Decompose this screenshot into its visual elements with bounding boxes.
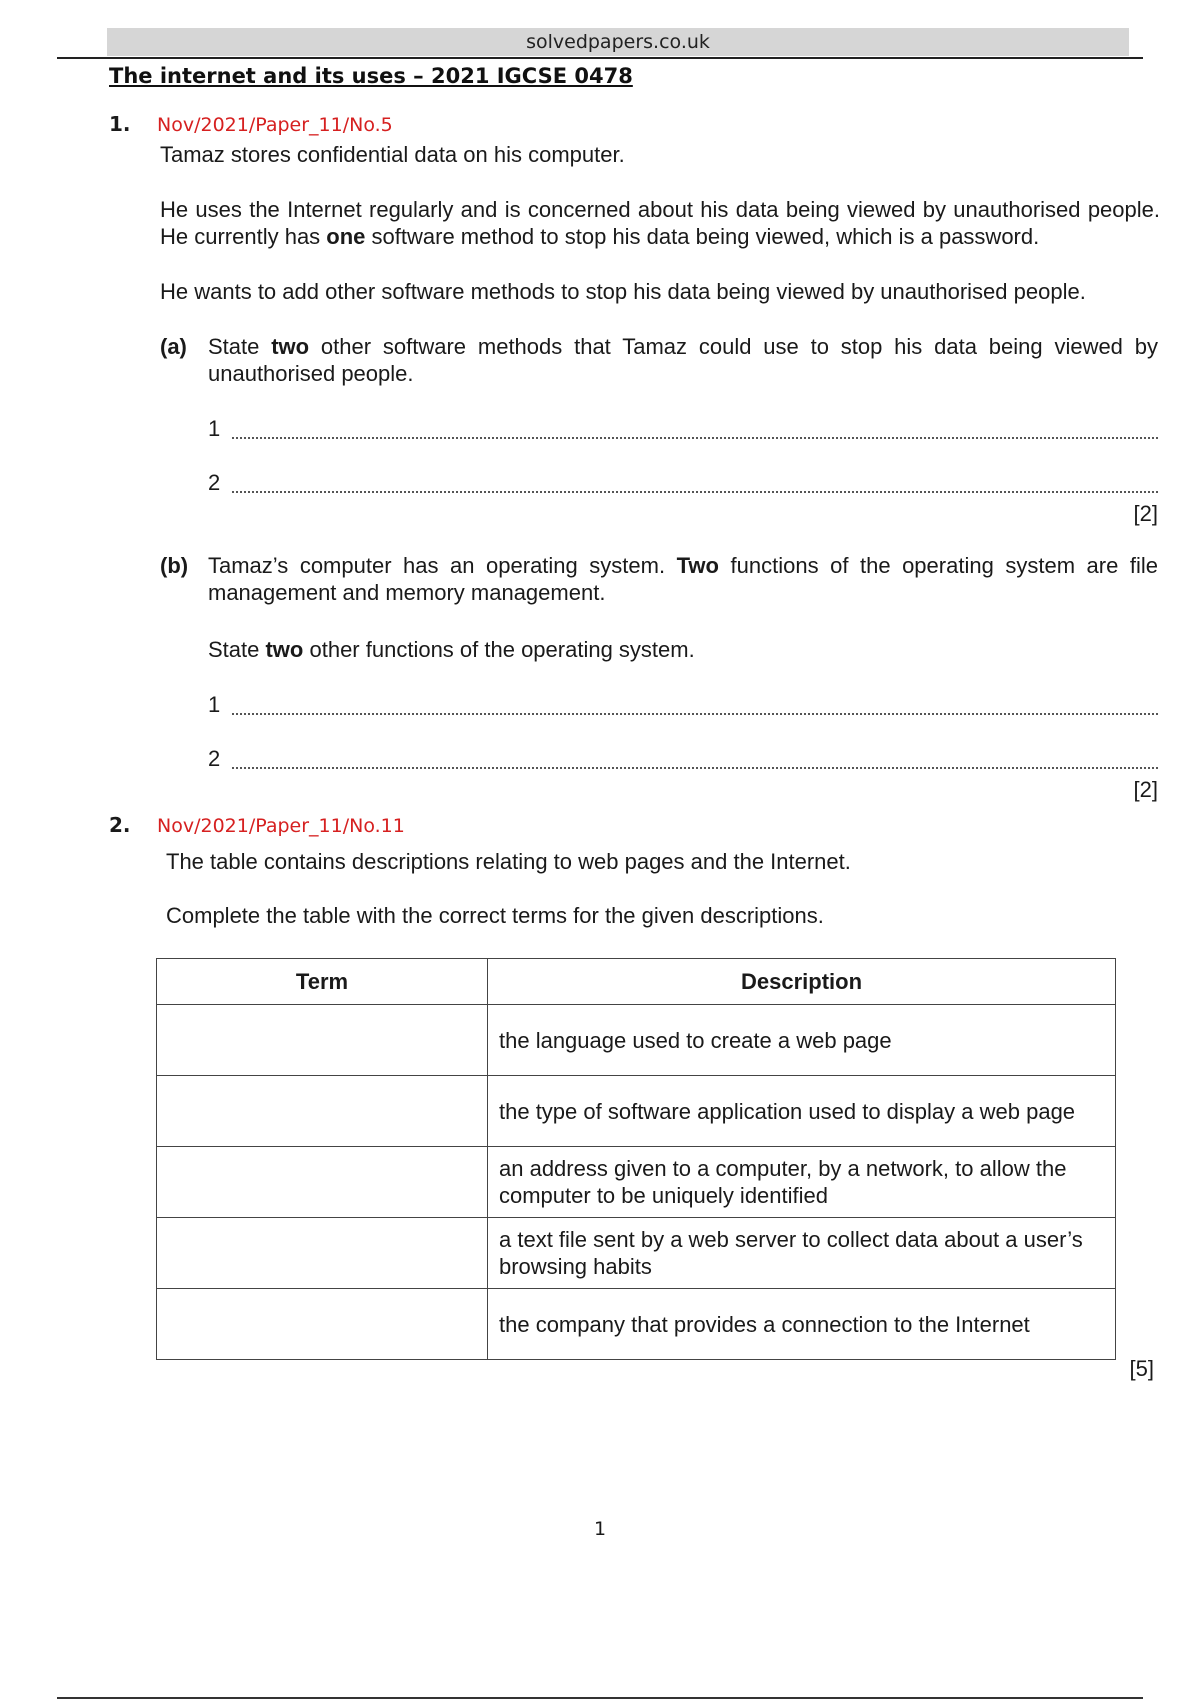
question-2-intro-1: The table contains descriptions relating to web pages and the Internet. [166,849,851,874]
part-a-answer-line-1[interactable] [208,415,1158,443]
question-1-number: 1. [109,112,131,136]
description-cell: a text file sent by a web server to collect data about a user’s browsing habits [488,1218,1116,1289]
part-b-marks: [2] [1133,777,1158,802]
description-cell: an address given to a computer, by a network, to allow the computer to be uniquely identified [488,1147,1116,1218]
part-b-answer-line-2[interactable] [208,745,1158,773]
question-1-intro-3: He wants to add other software methods to stop his data being viewed by unauthorised people. [160,279,1086,304]
part-b-label: (b) [160,553,189,578]
question-1-intro-2: He uses the Internet regularly and is concerned about his data being viewed by unauthorised people. He currently has one software method to stop his data being viewed, which is a password. [160,197,1160,249]
footer-rule [57,1697,1143,1699]
part-b-question: Tamaz’s computer has an operating system. Two functions of the operating system are file management and memory management. [208,553,1158,605]
term-answer-cell[interactable] [157,1076,488,1147]
question-2-reference: Nov/2021/Paper_11/No.11 [157,815,405,837]
header-rule [57,57,1143,59]
question-2-marks: [5] [1129,1356,1154,1381]
table-row [157,1005,1116,1076]
table-row [157,1218,1116,1289]
part-a-question: State two other software methods that Tamaz could use to stop his data being viewed by unauthorised people. [208,334,1158,386]
part-a-marks: [2] [1133,501,1158,526]
part-b-answer-line-1[interactable] [208,691,1158,719]
table-row [157,1076,1116,1147]
answer-line-number: 2 [208,746,221,771]
description-column-header: Description [488,959,1116,1005]
terms-table [156,958,1116,1360]
term-answer-cell[interactable] [157,1005,488,1076]
site-banner: solvedpapers.co.uk [107,28,1129,56]
table-row [157,1147,1116,1218]
description-cell: the company that provides a connection to the Internet [488,1289,1116,1360]
page-number: 1 [593,1518,607,1540]
part-a-label: (a) [160,334,187,359]
description-cell: the language used to create a web page [488,1005,1116,1076]
answer-line-number: 1 [208,416,221,441]
term-answer-cell[interactable] [157,1218,488,1289]
question-1-reference: Nov/2021/Paper_11/No.5 [157,114,393,136]
part-b-instruction: State two other functions of the operating system. [208,637,695,662]
page-title: The internet and its uses – 2021 IGCSE 0478 [109,64,633,88]
question-1-intro-1: Tamaz stores confidential data on his computer. [160,142,625,167]
question-2-intro-2: Complete the table with the correct terms for the given descriptions. [166,903,824,928]
question-2-number: 2. [109,813,131,837]
term-column-header: Term [157,959,488,1005]
part-a-answer-line-2[interactable] [208,469,1158,497]
answer-line-number: 1 [208,692,221,717]
term-answer-cell[interactable] [157,1289,488,1360]
description-cell: the type of software application used to display a web page [488,1076,1116,1147]
term-answer-cell[interactable] [157,1147,488,1218]
table-row [157,1289,1116,1360]
answer-line-number: 2 [208,470,221,495]
